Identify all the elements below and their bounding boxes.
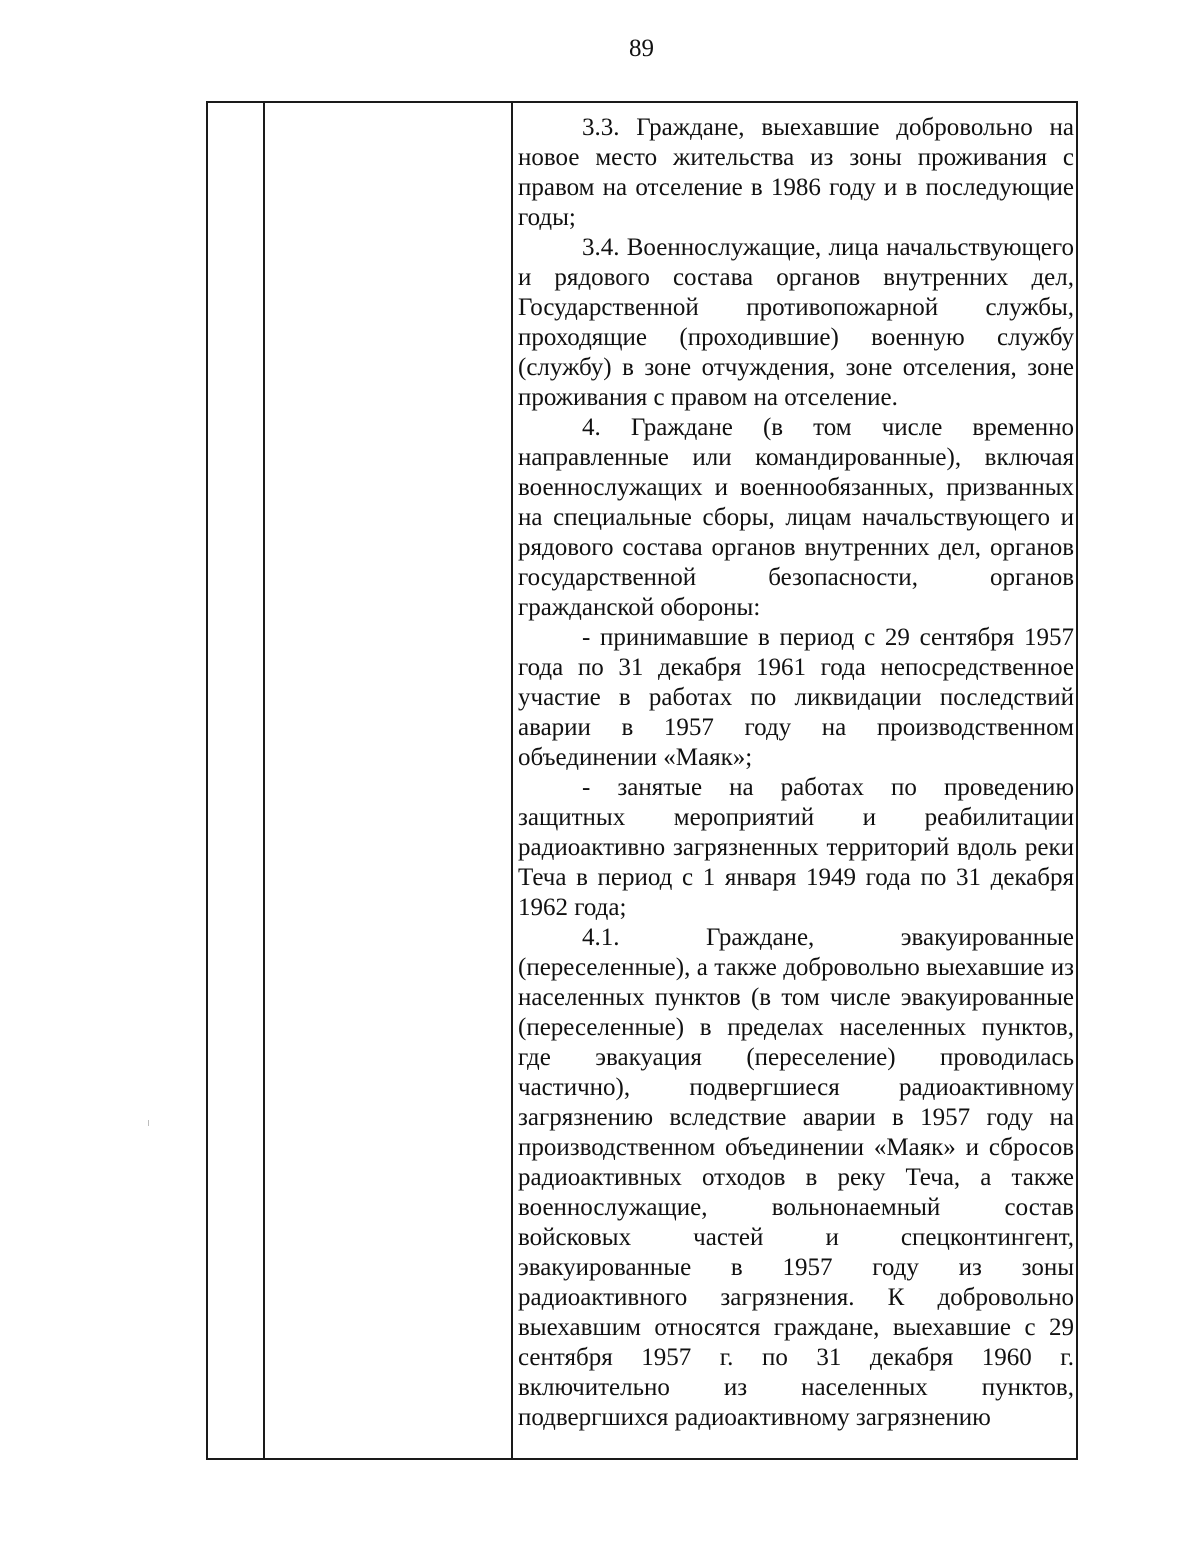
paragraph-4: 4. Граждане (в том числе временно направленные или командированные), включая военнослужащих и военнообязанных, призванных на специальные сборы, лицам начальствующего и рядового состава органов внутренних дел, органов государственной безопасности, органов гражданской обороны: [518, 414, 1074, 621]
table-text-column [518, 113, 1074, 1433]
paragraph-3-4: 3.4. Военнослужащие, лица начальствующего и рядового состава органов внутренних дел, Государственной противопожарной службы, проходящие (проходившие) военную службу (службу) в зоне отчуждения, зоне отселения, зоне проживания с правом на отселение. [518, 234, 1074, 411]
page-number: 89 [629, 35, 654, 62]
paragraph-4-1: 4.1. Граждане, эвакуированные (переселенные), а также добровольно выехавшие из населенных пунктов (в том числе эвакуированные (переселенные) в пределах населенных пунктов, где эвакуация (переселение) проводилась частично), подвергшиеся радиоактивному загрязнению вследствие аварии в 1957 году на производственном объединении «Маяк» и сбросов радиоактивных отходов в реку Теча, а также военнослужащие, вольнонаемный состав войсковых частей и спецконтингент, эвакуированные в 1957 году из зоны радиоактивного загрязнения. К добровольно выехавшим относятся граждане, выехавшие с 29 сентября 1957 г. по 31 декабря 1960 г. включительно из населенных пунктов, подвергшихся радиоактивному загрязнению [518, 924, 1074, 1431]
paragraph-4-item-1: - принимавшие в период с 29 сентября 1957 года по 31 декабря 1961 года непосредственное участие в работах по ликвидации последствий аварии в 1957 году на производственном объединении «Маяк»; [518, 624, 1074, 771]
scan-artifact [148, 1120, 149, 1126]
table-column-divider-2 [511, 103, 513, 1458]
paragraph-3-3: 3.3. Граждане, выехавшие добровольно на новое место жительства из зоны проживания с правом на отселение в 1986 году и в последующие годы; [518, 114, 1074, 231]
paragraph-4-item-2: - занятые на работах по проведению защитных мероприятий и реабилитации радиоактивно загрязненных территорий вдоль реки Теча в период с 1 января 1949 года по 31 декабря 1962 года; [518, 774, 1074, 921]
table-column-divider-1 [263, 103, 265, 1458]
